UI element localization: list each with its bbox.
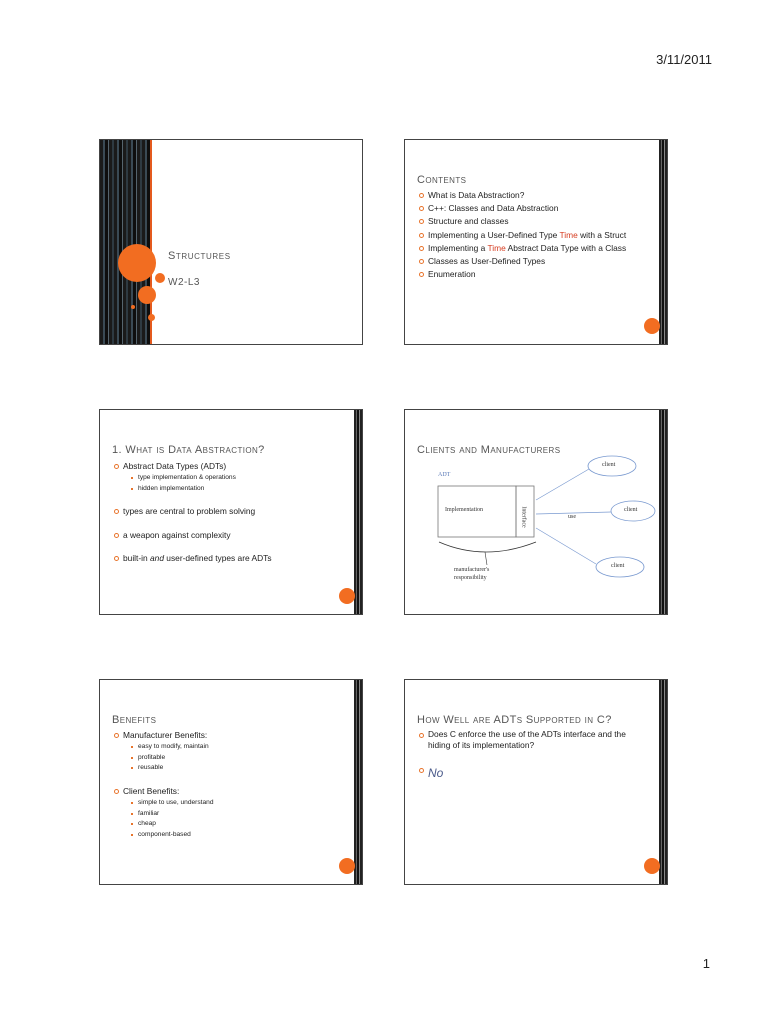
bullet-list [419,729,639,751]
decorative-stripes [100,140,150,344]
orange-circle [644,858,660,874]
use-label: use [568,514,576,520]
client-label-mid: client [624,507,638,513]
list-item: Abstract Data Types (ADTs) type implementation & operations hidden implementation [114,460,236,494]
list-item: hidden implementation [131,484,236,495]
orange-circle [339,588,355,604]
list-item: Implementing a Time Abstract Data Type with a Class [419,242,626,255]
slide-clients-manufacturers [404,409,668,615]
slide-structures [99,139,363,345]
list-item: Does C enforce the use of the ADTs interface and the hiding of its implementation? [419,729,639,751]
slide-data-abstraction [99,409,363,615]
bullet-list [114,460,236,494]
list-item: familiar [131,809,214,820]
orange-circle-large [118,244,156,282]
bullet-list [114,552,272,565]
list-item: cheap [131,819,214,830]
list-item: simple to use, understand [131,798,214,809]
contents-list [419,189,626,281]
client-label-top: client [602,462,616,468]
decorative-stripes [354,680,362,884]
responsibility-brace [439,542,536,552]
decorative-stripes [659,680,667,884]
list-item: a weapon against complexity [114,529,231,542]
responsibility-label: manufacturer's responsibility [454,567,490,581]
slide-adt-support [404,679,668,885]
arrow-bottom [536,528,596,564]
list-item: Implementing a User-Defined Type Time with a Struct [419,229,626,242]
decorative-stripes [659,140,667,344]
orange-circle-medium [138,286,156,304]
bullet-list [114,505,255,518]
list-item: type implementation & operations [131,473,236,484]
slide-contents [404,139,668,345]
list-item: component-based [131,830,214,841]
list-item: Classes as User-Defined Types [419,255,626,268]
bullet-list [419,764,443,783]
slide-title: Structures [168,250,231,262]
slide-title: Benefits [112,714,157,726]
decorative-stripes [354,410,362,614]
slide-benefits [99,679,363,885]
list-item: Client Benefits: simple to use, understand familiar cheap component-based [114,785,214,840]
bullet-list [114,729,209,774]
slide-title: How Well are ADTs Supported in C? [417,714,612,726]
implementation-label: Implementation [445,507,483,513]
slide-title: 1. What is Data Abstraction? [112,444,265,456]
list-item: C++: Classes and Data Abstraction [419,202,626,215]
list-item: What is Data Abstraction? [419,189,626,202]
client-label-bottom: client [611,563,625,569]
list-item: Manufacturer Benefits: easy to modify, maintain profitable reusable [114,729,209,774]
responsibility-pointer [485,552,487,565]
orange-circle [339,858,355,874]
list-item: easy to modify, maintain [131,742,209,753]
slide-title: Clients and Manufacturers [417,444,561,456]
print-date: 3/11/2011 [656,52,712,67]
orange-circle [644,318,660,334]
list-item: Structure and classes [419,215,626,228]
list-item: reusable [131,763,209,774]
list-item: types are central to problem solving [114,505,255,518]
bullet-list [114,785,214,840]
list-item: No [419,764,443,783]
orange-circle-tiny [148,314,155,321]
list-item: built-in and user-defined types are ADTs [114,552,272,565]
orange-circle-small [155,273,165,283]
orange-circle-mini [131,305,135,309]
bullet-list [114,529,231,542]
slide-title: Contents [417,174,467,186]
page-number: 1 [702,956,710,971]
adt-label: ADT [438,472,451,478]
list-item: profitable [131,753,209,764]
slide-subtitle: W2-L3 [168,277,200,288]
list-item: Enumeration [419,268,626,281]
interface-label: Interface [520,506,527,528]
arrow-top [536,469,589,500]
